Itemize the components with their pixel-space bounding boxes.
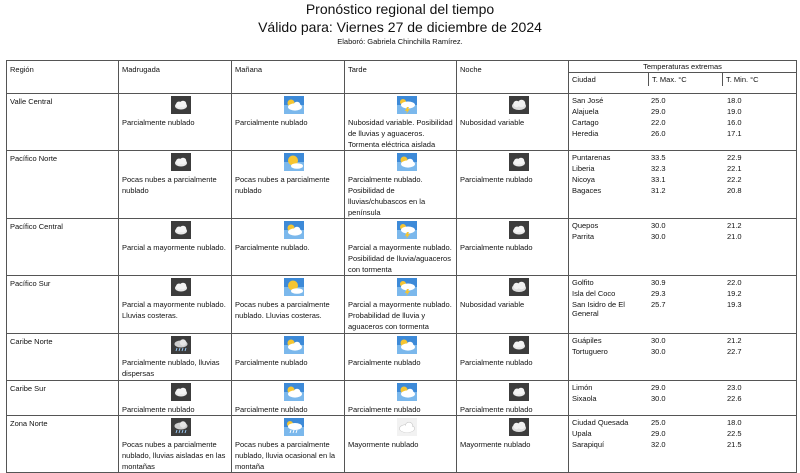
forecast-text: Nubosidad variable [460,300,525,309]
region-row [7,219,797,276]
city-tmin: 22.1 [727,164,742,173]
forecast-cell-manana [232,334,345,381]
city-tmin: 21.0 [727,232,742,241]
city-tmax: 33.1 [651,175,666,184]
city-tmax: 25.0 [651,96,666,105]
city-tmin: 22.9 [727,153,742,162]
city-tmax: 29.3 [651,289,666,298]
forecast-text: Pocas nubes a parcialmente nublado, lluvia ocasional en la montaña [235,440,336,471]
col-header-temperatures [569,61,797,94]
city-name: Sixaola [572,394,597,403]
day-storm-icon [397,96,417,114]
forecast-text: Parcialmente nublado [460,175,533,184]
forecast-cell-manana [232,276,345,334]
region-name: Caribe Norte [7,334,119,381]
city-name: Cartago [572,118,599,127]
col-header-region: Región [7,61,119,94]
forecast-text: Parcial a mayormente nublado. [122,243,226,252]
forecast-cell-madrugada [119,94,232,151]
city-row [569,336,796,345]
city-row [569,96,796,105]
city-row [569,347,796,356]
city-tmax: 30.0 [651,232,666,241]
forecast-cell-noche [457,151,569,219]
city-tmax: 32.3 [651,164,666,173]
night-cloudy-icon [509,96,529,114]
forecast-text: Parcialmente nublado, lluvias dispersas [122,358,220,378]
forecast-cell-tarde [345,219,457,276]
city-tmax: 30.0 [651,336,666,345]
city-tmin: 22.7 [727,347,742,356]
forecast-cell-madrugada [119,334,232,381]
forecast-cell-noche [457,334,569,381]
forecast-cell-tarde [345,151,457,219]
day-sunny-cloud-icon [284,153,304,171]
forecast-cell-tarde [345,416,457,473]
city-name: Quepos [572,221,599,230]
city-tmax: 30.0 [651,221,666,230]
day-partly-cloudy-icon [284,336,304,354]
city-tmin: 21.2 [727,336,742,345]
city-row [569,129,796,138]
day-partly-cloudy-icon [284,383,304,401]
temperatures-cell [569,276,797,334]
forecast-cell-madrugada [119,151,232,219]
day-partly-cloudy-icon [397,336,417,354]
night-partly-cloudy-icon [171,278,191,296]
forecast-text: Mayormente nublado [348,440,419,449]
city-row [569,221,796,230]
night-partly-cloudy-icon [509,383,529,401]
forecast-text: Parcial a mayormente nublado. Probabilidad de lluvia y aguaceros con tormenta [348,300,452,331]
city-name: San José [572,96,604,105]
region-row [7,381,797,416]
col-header-tmin: T. Min. °C [726,75,759,84]
city-tmin: 19.3 [727,300,742,309]
city-tmin: 21.5 [727,440,742,449]
city-tmax: 30.9 [651,278,666,287]
region-row [7,94,797,151]
forecast-text: Parcialmente nublado [460,243,533,252]
city-name: Heredia [572,129,599,138]
forecast-cell-manana [232,219,345,276]
cloudy-icon [397,418,417,436]
city-row [569,418,796,427]
city-name: Sarapiquí [572,440,605,449]
col-header-madrugada: Madrugada [119,61,232,94]
forecast-cell-madrugada [119,416,232,473]
night-cloudy-icon [509,418,529,436]
day-storm-icon [397,221,417,239]
forecast-cell-tarde [345,334,457,381]
city-name: Parrita [572,232,595,241]
forecast-text: Parcialmente nublado [460,358,533,367]
city-row [569,107,796,116]
forecast-cell-manana [232,151,345,219]
forecast-cell-madrugada [119,381,232,416]
temperatures-cell [569,381,797,416]
day-partly-cloudy-icon [397,153,417,171]
forecast-text: Parcial a mayormente nublado. Lluvias costeras. [122,300,226,320]
night-rain-icon [171,418,191,436]
night-rain-icon [171,336,191,354]
forecast-text: Pocas nubes a parcialmente nublado [122,175,217,195]
temperatures-cell [569,219,797,276]
city-row [569,394,796,403]
col-header-tarde: Tarde [345,61,457,94]
city-tmin: 21.2 [727,221,742,230]
region-name: Pacífico Central [7,219,119,276]
city-tmin: 18.0 [727,96,742,105]
col-header-manana: Mañana [232,61,345,94]
forecast-text: Parcialmente nublado. Posibilidad de lluvias/chubascos en la península [348,175,426,217]
city-name: Upala [572,429,592,438]
city-tmax: 25.7 [651,300,666,309]
forecast-text: Pocas nubes a parcialmente nublado. Lluvias costeras. [235,300,330,320]
city-row [569,232,796,241]
forecast-cell-manana [232,94,345,151]
city-tmin: 23.0 [727,383,742,392]
night-cloudy-icon [509,278,529,296]
city-tmax: 30.0 [651,394,666,403]
city-name: Ciudad Quesada [572,418,629,427]
forecast-cell-noche [457,94,569,151]
city-name: Limón [572,383,593,392]
temperatures-cell [569,416,797,473]
city-tmax: 30.0 [651,347,666,356]
forecast-text: Parcialmente nublado [235,358,308,367]
city-tmax: 25.0 [651,418,666,427]
city-name: Alajuela [572,107,599,116]
col-header-tmax: T. Max. °C [649,73,723,86]
forecast-cell-tarde [345,276,457,334]
city-row [569,289,796,298]
region-row [7,334,797,381]
forecast-cell-manana [232,416,345,473]
forecast-cell-manana [232,381,345,416]
night-partly-cloudy-icon [509,221,529,239]
col-header-noche: Noche [457,61,569,94]
city-row [569,429,796,438]
city-name: Bagaces [572,186,602,195]
city-tmin: 19.0 [727,107,742,116]
city-row [569,164,796,173]
city-row [569,118,796,127]
night-partly-cloudy-icon [171,221,191,239]
city-row [569,153,796,162]
forecast-text: Mayormente nublado [460,440,531,449]
city-row [569,383,796,392]
forecast-text: Parcialmente nublado [122,118,195,127]
temperatures-cell [569,151,797,219]
day-partly-cloudy-icon [397,383,417,401]
city-row [569,175,796,184]
city-name: Golfito [572,278,594,287]
city-tmin: 22.2 [727,175,742,184]
city-tmax: 33.5 [651,153,666,162]
city-name: Liberia [572,164,595,173]
day-sunny-cloud-icon [284,278,304,296]
night-partly-cloudy-icon [509,153,529,171]
forecast-cell-madrugada [119,219,232,276]
region-name: Pacífico Norte [7,151,119,219]
forecast-text: Parcialmente nublado [460,405,533,414]
city-tmin: 18.0 [727,418,742,427]
page-title: Pronóstico regional del tiempo [305,1,495,17]
city-tmax: 29.0 [651,107,666,116]
city-tmax: 31.2 [651,186,666,195]
forecast-cell-noche [457,219,569,276]
city-tmin: 22.0 [727,278,742,287]
day-rain-icon [284,418,304,436]
forecast-text: Nubosidad variable [460,118,525,127]
region-name: Pacífico Sur [7,276,119,334]
region-row [7,151,797,219]
forecast-text: Parcialmente nublado [235,118,308,127]
city-tmin: 17.1 [727,129,742,138]
table-header-row [7,61,797,94]
city-tmax: 29.0 [651,383,666,392]
night-partly-cloudy-icon [171,96,191,114]
day-partly-cloudy-icon [284,96,304,114]
city-row [569,278,796,287]
forecast-cell-tarde [345,94,457,151]
forecast-table [6,60,797,473]
day-storm-icon [397,278,417,296]
author-credit: Elaboró: Gabriela Chinchilla Ramírez. [337,37,463,46]
city-tmax: 26.0 [651,129,666,138]
city-row [569,186,796,195]
forecast-cell-tarde [345,381,457,416]
city-row [569,300,796,318]
forecast-text: Pocas nubes a parcialmente nublado, lluvias aisladas en las montañas [122,440,226,471]
forecast-cell-madrugada [119,276,232,334]
forecast-cell-noche [457,276,569,334]
temperatures-cell [569,94,797,151]
valid-date: Válido para: Viernes 27 de diciembre de 2024 [258,19,542,35]
forecast-text: Nubosidad variable. Posibilidad de lluvias y aguaceros. Tormenta eléctrica aislada [348,118,453,149]
city-tmin: 20.8 [727,186,742,195]
region-name: Caribe Sur [7,381,119,416]
city-tmin: 19.2 [727,289,742,298]
region-name: Zona Norte [7,416,119,473]
day-partly-cloudy-icon [284,221,304,239]
temps-title: Temperaturas extremas [569,61,796,73]
city-name: San Isidro de El General [572,300,625,318]
forecast-text: Parcialmente nublado [235,405,308,414]
city-tmax: 32.0 [651,440,666,449]
city-tmin: 22.5 [727,429,742,438]
forecast-text: Parcialmente nublado [122,405,195,414]
col-header-ciudad: Ciudad [569,73,649,86]
city-name: Isla del Coco [572,289,616,298]
city-tmin: 22.6 [727,394,742,403]
city-name: Tortuguero [572,347,608,356]
forecast-text: Parcialmente nublado. [235,243,310,252]
city-name: Guápiles [572,336,602,345]
city-tmax: 22.0 [651,118,666,127]
night-partly-cloudy-icon [171,153,191,171]
city-name: Nicoya [572,175,595,184]
forecast-cell-noche [457,381,569,416]
city-name: Puntarenas [572,153,611,162]
night-partly-cloudy-icon [509,336,529,354]
city-row [569,440,796,449]
forecast-text: Pocas nubes a parcialmente nublado [235,175,330,195]
temperatures-cell [569,334,797,381]
forecast-text: Parcialmente nublado [348,358,421,367]
city-tmin: 16.0 [727,118,742,127]
forecast-cell-noche [457,416,569,473]
region-row [7,416,797,473]
region-name: Valle Central [7,94,119,151]
forecast-text: Parcial a mayormente nublado. Posibilidad de lluvia/aguaceros con tormenta [348,243,452,274]
city-tmax: 29.0 [651,429,666,438]
forecast-text: Parcialmente nublado [348,405,421,414]
night-partly-cloudy-icon [171,383,191,401]
region-row [7,276,797,334]
